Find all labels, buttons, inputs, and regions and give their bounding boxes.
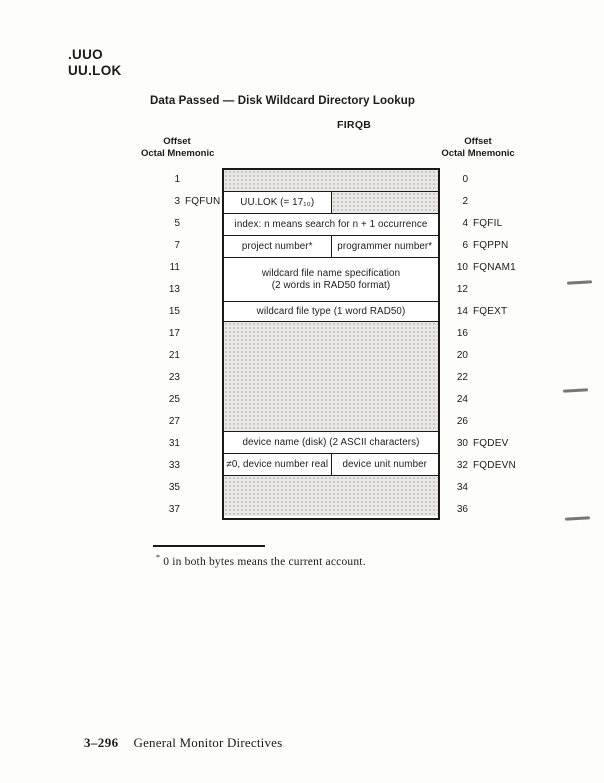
- offset-label-right: [444, 454, 566, 476]
- offset-number: 24: [456, 393, 468, 405]
- right-offset-column-header: [440, 136, 516, 159]
- offset-number: 26: [456, 415, 468, 427]
- cell-fqnam1: [224, 258, 438, 302]
- offset-mnemonic: FQDEVN: [473, 459, 516, 471]
- offset-label-right: [444, 234, 566, 256]
- offset-label-right: [444, 168, 566, 190]
- offset-number: 27: [168, 415, 180, 427]
- offset-label-right: [444, 278, 566, 300]
- cell-fqext: wildcard file type (1 word RAD50): [224, 302, 438, 322]
- left-offset-column-header: [141, 136, 213, 159]
- offset-number: 36: [456, 503, 468, 515]
- offset-number: 20: [456, 349, 468, 361]
- cell-programmer-number: programmer number*: [337, 241, 433, 252]
- cell-fqdev: device name (disk) (2 ASCII characters): [224, 432, 438, 454]
- offset-label-right: [444, 300, 566, 322]
- offset-number: 31: [168, 437, 180, 449]
- offset-label-right: [444, 388, 566, 410]
- offset-number: 35: [168, 481, 180, 493]
- offset-number: 14: [456, 305, 468, 317]
- offset-label-left: [146, 212, 222, 234]
- cell-fqdevn: [224, 454, 438, 476]
- offset-label-left: [146, 234, 222, 256]
- cell-reserved-offsets-34-36: [224, 476, 438, 516]
- offset-label-right: [444, 476, 566, 498]
- figure-subtitle: FIRQB: [337, 119, 372, 131]
- offset-number: 12: [456, 283, 468, 295]
- offset-label-right: [444, 366, 566, 388]
- offset-label-right: [444, 256, 566, 278]
- offset-number: 32: [456, 459, 468, 471]
- offset-number: 10: [456, 261, 468, 273]
- offset-label-right: [444, 410, 566, 432]
- page-footer: [84, 735, 282, 751]
- offset-label-right: [444, 190, 566, 212]
- offset-mnemonic: FQNAM1: [473, 261, 516, 273]
- offset-number: 30: [456, 437, 468, 449]
- offset-label-left: [146, 388, 222, 410]
- right-offset-labels: [444, 168, 566, 520]
- offset-label-left: [146, 476, 222, 498]
- offset-number: 21: [168, 349, 180, 361]
- offset-number: 34: [456, 481, 468, 493]
- offset-number: 25: [168, 393, 180, 405]
- footnote-marker: *: [156, 553, 161, 562]
- offset-label-left: [146, 344, 222, 366]
- offset-label-left: [146, 410, 222, 432]
- cell-device-number-flag: ≠0, device number real: [224, 454, 332, 475]
- offset-number: 16: [456, 327, 468, 339]
- offset-label-left: [146, 366, 222, 388]
- offset-label-left: [146, 300, 222, 322]
- cell-reserved-offset-0: [224, 170, 438, 192]
- offset-mnemonic: FQPPN: [473, 239, 509, 251]
- cell-fqppn: [224, 236, 438, 258]
- offset-number: 1: [174, 173, 180, 185]
- offset-label-left: [146, 190, 222, 212]
- cell-device-unit-number: device unit number: [342, 459, 428, 470]
- footnote-rule: [153, 545, 265, 547]
- left-offset-labels: [146, 168, 222, 520]
- page-number: 3–296: [84, 735, 119, 750]
- offset-mnemonic: FQFUN: [185, 195, 221, 207]
- cell-fqnam1-line2: (2 words in RAD50 format): [271, 279, 391, 291]
- firqb-box: [222, 168, 440, 520]
- offset-label-left: [146, 278, 222, 300]
- offset-label-left: [146, 498, 222, 520]
- offset-label-right: [444, 322, 566, 344]
- directive-name-header: [68, 47, 122, 79]
- offset-mnemonic: FQEXT: [473, 305, 508, 317]
- offset-number: 2: [462, 195, 468, 207]
- offset-label-left: [146, 322, 222, 344]
- section-title: General Monitor Directives: [133, 735, 283, 750]
- offset-mnemonic: FQDEV: [473, 437, 509, 449]
- cell-fqfil: index: n means search for n + 1 occurrence: [224, 214, 438, 236]
- offset-label-right: [444, 498, 566, 520]
- scan-edge-mark: [565, 516, 590, 520]
- footnote: [156, 553, 366, 568]
- offset-number: 6: [462, 239, 468, 251]
- offset-number: 3: [174, 195, 180, 207]
- offset-number: 4: [462, 217, 468, 229]
- cell-fqnam1-line1: wildcard file name specification: [261, 267, 401, 279]
- right-offset-header-line1: Offset: [464, 136, 492, 147]
- offset-label-left: [146, 168, 222, 190]
- directive-name-line2: UU.LOK: [68, 63, 122, 78]
- offset-label-right: [444, 212, 566, 234]
- offset-label-right: [444, 432, 566, 454]
- offset-label-left: [146, 432, 222, 454]
- scan-edge-mark: [567, 280, 592, 284]
- offset-number: 7: [174, 239, 180, 251]
- scan-edge-mark: [563, 388, 588, 392]
- footnote-text: 0 in both bytes means the current account.: [163, 555, 366, 568]
- firqb-diagram: [146, 168, 566, 520]
- cell-fqfun-reserved: [332, 192, 439, 213]
- left-offset-header-line2: Octal Mnemonic: [141, 147, 215, 159]
- offset-number: 22: [456, 371, 468, 383]
- offset-number: 13: [168, 283, 180, 295]
- cell-project-number: project number*: [224, 236, 332, 257]
- offset-number: 5: [174, 217, 180, 229]
- offset-number: 37: [168, 503, 180, 515]
- offset-number: 0: [462, 173, 468, 185]
- offset-label-right: [444, 344, 566, 366]
- left-offset-header-line1: Offset: [163, 136, 191, 147]
- figure-title: Data Passed — Disk Wildcard Directory Lookup: [150, 95, 416, 107]
- cell-fqfun-value: UU.LOK (= 17₁₀): [224, 192, 332, 213]
- offset-label-left: [146, 256, 222, 278]
- offset-number: 33: [168, 459, 180, 471]
- directive-name-line1: .UUO: [68, 47, 103, 62]
- offset-number: 23: [168, 371, 180, 383]
- cell-reserved-offsets-16-26: [224, 322, 438, 432]
- offset-label-left: [146, 454, 222, 476]
- cell-fqfun: [224, 192, 438, 214]
- offset-number: 11: [169, 261, 180, 273]
- offset-number: 17: [168, 327, 180, 339]
- offset-number: 15: [168, 305, 180, 317]
- right-offset-header-line2: Octal Mnemonic: [441, 147, 515, 159]
- offset-mnemonic: FQFIL: [473, 217, 503, 229]
